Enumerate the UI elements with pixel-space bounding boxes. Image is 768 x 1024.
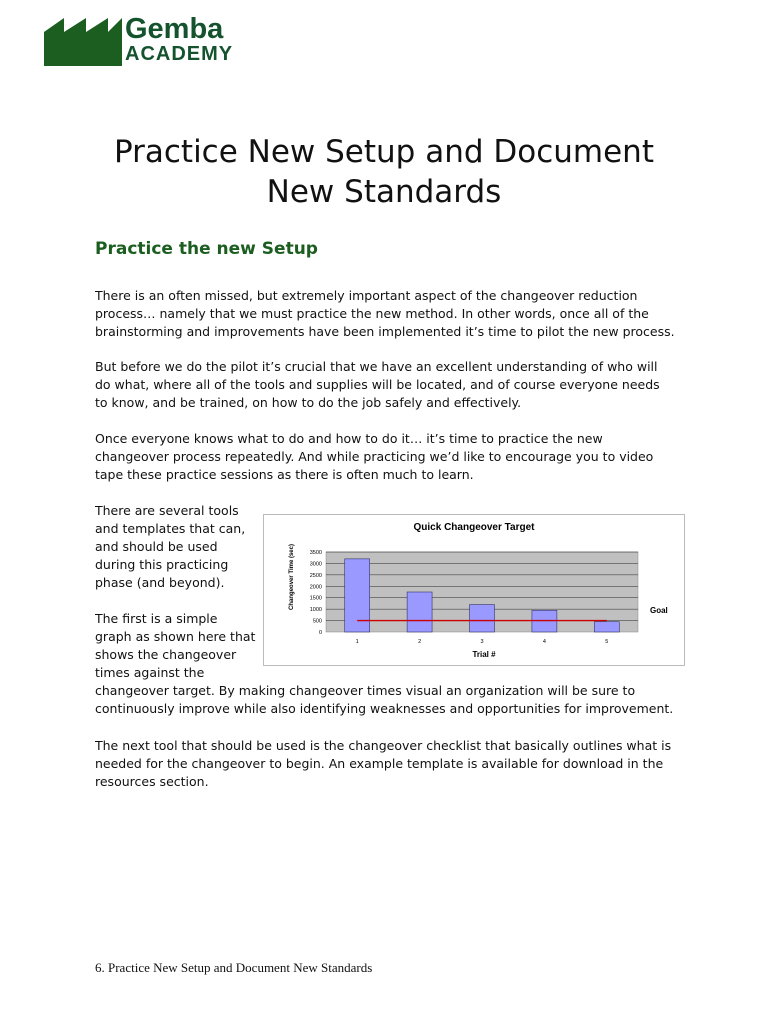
page-title [0, 132, 768, 212]
page-footer: 6. Practice New Setup and Document New Standards [95, 960, 373, 975]
chart-ytick-label: 1000 [309, 607, 322, 614]
title-line1: Practice New Setup and Document [113, 134, 654, 170]
chart-ytick-label: 3000 [309, 561, 322, 568]
chart-bar [470, 605, 495, 632]
paragraph-graph: The first is a simple graph as shown here that shows the changeover times against the [95, 611, 256, 680]
chart-xtick-label: 3 [480, 639, 484, 645]
brand-line1: Gemba [125, 13, 224, 45]
paragraph-tools: There are several tools and templates that can, and should be used during this practicing phase (and beyond). [95, 503, 246, 590]
chart-xtick-label: 2 [418, 639, 422, 645]
chart-xtick-label: 1 [355, 639, 359, 645]
chart-ytick-label: 0 [318, 630, 322, 636]
chart-ytick-label: 500 [312, 618, 322, 625]
chart-xlabel: Trial # [472, 650, 496, 659]
chart-ytick-label: 3500 [309, 550, 322, 556]
changeover-chart-svg [264, 515, 684, 665]
paragraph-graph-continued: changeover target. By making changeover times visual an organization will be sure to continuously improve while also identifying weaknesses and opportunities for improvement. [95, 683, 674, 716]
section-heading: Practice the new Setup [95, 239, 318, 259]
changeover-chart [263, 514, 685, 666]
chart-ylabel: Changeover Time (sec) [289, 544, 295, 610]
paragraph-checklist: The next tool that should be used is the changeover checklist that basically outlines what is needed for the changeover to begin. An example template is available for download in the resources section. [95, 738, 672, 789]
chart-xtick-label: 4 [542, 639, 546, 645]
chart-bar [407, 592, 432, 632]
chart-ytick-label: 2000 [309, 584, 322, 591]
chart-ytick-label: 1500 [309, 595, 322, 602]
chart-ytick-label: 2500 [309, 572, 322, 579]
title-line2: New Standards [266, 174, 502, 210]
chart-xtick-label: 5 [605, 639, 609, 645]
paragraph-intro: There is an often missed, but extremely important aspect of the changeover reduction process… namely that we must practice the new method. In other words, once all of the brainstorming and improvements have been implemented it’s time to pilot the new process. [95, 288, 675, 339]
brand-line2: ACADEMY [125, 43, 234, 65]
chart-title: Quick Changeover Target [413, 522, 535, 533]
chart-legend-goal: Goal [650, 606, 668, 615]
brand-logo [125, 14, 233, 64]
chart-bar [594, 622, 619, 632]
paragraph-pilot: But before we do the pilot it’s crucial that we have an excellent understanding of who will do what, where all of the tools and supplies will be located, and of course everyone needs to know, and be trained, on how to do the job safely and effectively. [95, 359, 660, 410]
paragraph-practice: Once everyone knows what to do and how to do it… it’s time to practice the new changeover process repeatedly. And while practicing we’d like to encourage you to video tape these practice sessions as there is often much to learn. [95, 431, 654, 482]
